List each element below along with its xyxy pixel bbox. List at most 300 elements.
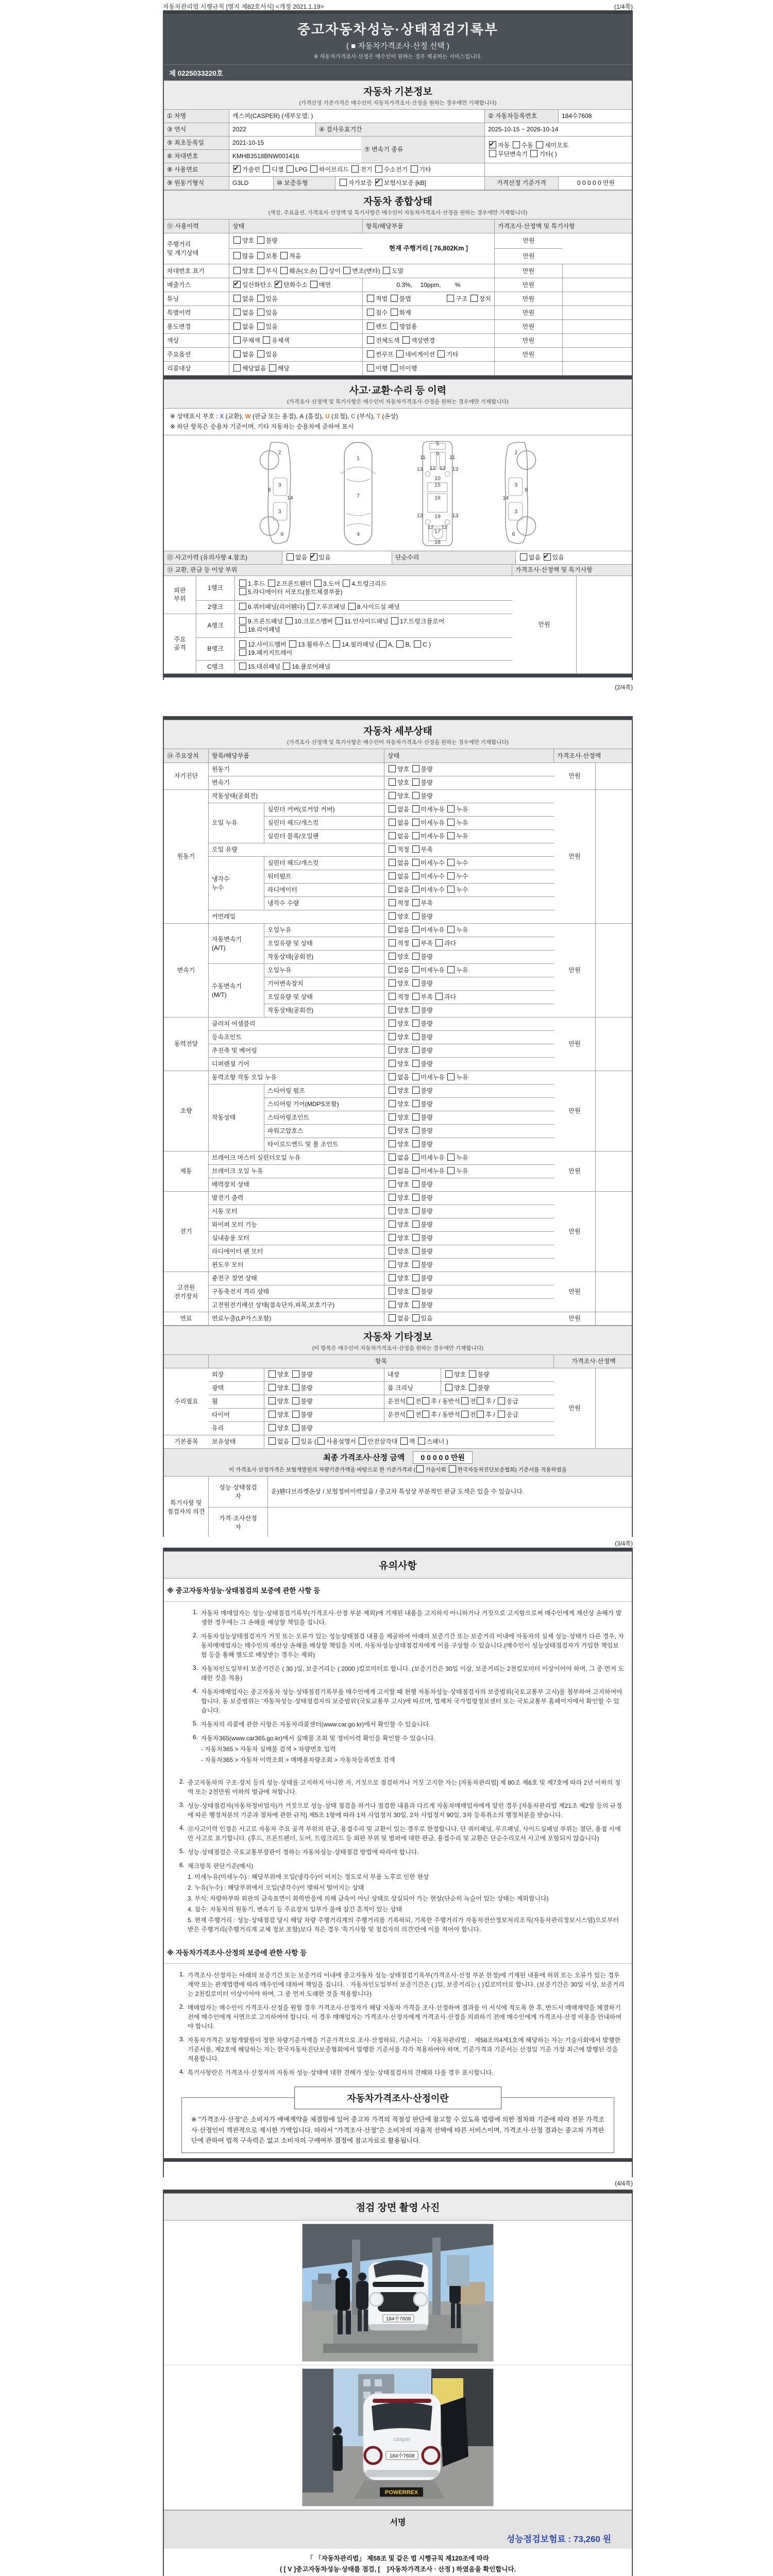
checkbox[interactable] <box>477 1411 484 1418</box>
checkbox[interactable] <box>411 165 418 173</box>
checkbox[interactable] <box>469 1384 476 1391</box>
diagram-part-number: 2 <box>514 449 518 456</box>
checkbox[interactable] <box>389 953 396 960</box>
checkbox[interactable] <box>422 1397 429 1404</box>
checkbox[interactable] <box>389 765 396 772</box>
definition-box-title: 자동차가격조사·산정이란 <box>294 2087 501 2109</box>
checkbox[interactable] <box>257 267 264 274</box>
checkbox[interactable] <box>389 1274 396 1281</box>
cell: 휠 <box>209 1395 264 1409</box>
checkbox[interactable] <box>412 1154 419 1161</box>
checkbox[interactable] <box>389 1247 396 1255</box>
notice-groupC-head: ※ 자동차가격조사·산정의 보증에 관한 사항 등 <box>164 1941 632 1964</box>
checkbox[interactable] <box>407 1397 414 1404</box>
checkbox[interactable] <box>412 765 419 772</box>
checkbox[interactable] <box>412 1140 419 1147</box>
checkbox[interactable] <box>389 1314 396 1321</box>
checkbox[interactable] <box>412 886 419 893</box>
checkbox-checked[interactable] <box>275 281 282 288</box>
checkbox[interactable] <box>268 1437 276 1445</box>
checkbox[interactable] <box>412 1100 419 1107</box>
checkbox[interactable] <box>469 1370 476 1378</box>
checkbox[interactable] <box>269 364 276 371</box>
checkbox[interactable] <box>396 640 404 648</box>
cell: 양호 불량 <box>384 1138 554 1151</box>
checkbox[interactable] <box>268 1384 276 1391</box>
car-top-diagram <box>330 439 386 548</box>
checkbox[interactable] <box>412 953 419 960</box>
notice-item: 6. 체크항목 판단기준(예시) 1. 미세누유(미세누수) : 해당부위에 오일(냉각수)이 비치는 정도로서 부품 노후로 인한 현상 2. 누유(누수) : 해당부위에서 오일(냉각수)이 맺혀서 떨어지는 상태 3. 부식: 차량하부와 외판의 금속표면이 화학반응에 의해 금속이 아닌 상태로 상실되어 가는 현상(단순히 녹슬어 있는 상태는 제외합니다) 4. 침수: 자동차의 원동기, 변속기 등 주요장치 일부가 물에 잠긴 흔적이 있는 상태 5. 현재 주행거리 : 성능·상태점검 당시 해당 차량 주행거리계의 주행거리를 기록하되, 기록한 주행거리가 자동차전산정보처리조직(자동차관리정보시스템)으로부터 받은 주행거리(주행거리계 교체 정보 포함)보다 적은 경우 '특기사항 및 점검자의 의견'란에 이를 적어야 합니다. <box>179 1861 619 1933</box>
cell: ⑧ 사용연료 <box>164 163 229 177</box>
checkbox[interactable] <box>348 603 356 610</box>
cell: 양호 불량 <box>384 1004 554 1018</box>
checkbox[interactable] <box>389 1060 396 1067</box>
cell: 캐스퍼(CASPER) (세부모델: ) <box>229 110 485 123</box>
checkbox[interactable] <box>233 309 241 316</box>
cell: 클러치 어셈블리 <box>209 1018 384 1031</box>
checkbox-checked[interactable] <box>233 281 241 288</box>
checkbox[interactable] <box>340 179 347 186</box>
cell: 만원 <box>554 790 596 924</box>
checkbox[interactable] <box>391 295 398 302</box>
checkbox[interactable] <box>389 1207 396 1214</box>
checkbox[interactable] <box>239 588 246 595</box>
checkbox[interactable] <box>389 1046 396 1054</box>
checkbox[interactable] <box>287 165 294 173</box>
checkbox[interactable] <box>320 267 327 274</box>
checkbox[interactable] <box>477 1397 484 1404</box>
checkbox[interactable] <box>389 1221 396 1228</box>
checkbox[interactable] <box>287 553 294 561</box>
checkbox[interactable] <box>263 336 270 344</box>
cell: 양호 불량 <box>384 977 554 991</box>
checkbox[interactable] <box>263 165 270 173</box>
checkbox[interactable] <box>447 966 455 973</box>
checkbox[interactable] <box>447 1167 455 1174</box>
checkbox[interactable] <box>412 926 419 933</box>
checkbox[interactable] <box>438 350 445 358</box>
checkbox[interactable] <box>447 805 455 812</box>
checkbox[interactable] <box>391 309 398 316</box>
checkbox[interactable] <box>367 323 374 330</box>
checkbox[interactable] <box>280 267 288 274</box>
checkbox[interactable] <box>285 617 293 624</box>
checkbox[interactable] <box>412 1207 419 1214</box>
cell: 없음 미세누수 누수 <box>384 884 554 897</box>
cell <box>596 763 633 790</box>
cell <box>563 278 633 292</box>
cell: B랭크 <box>196 638 235 660</box>
checkbox[interactable] <box>233 295 241 302</box>
checkbox[interactable] <box>412 1221 419 1228</box>
checkbox[interactable] <box>389 993 396 1000</box>
checkbox[interactable] <box>412 1087 419 1094</box>
checkbox[interactable] <box>389 1194 396 1201</box>
checkbox[interactable] <box>435 939 443 946</box>
checkbox[interactable] <box>447 859 455 866</box>
checkbox[interactable] <box>367 336 374 344</box>
checkbox[interactable] <box>412 1314 419 1321</box>
checkbox[interactable] <box>412 1261 419 1268</box>
checkbox[interactable] <box>407 1411 414 1418</box>
checkbox[interactable] <box>412 1274 419 1281</box>
checkbox[interactable] <box>233 336 241 344</box>
checkbox[interactable] <box>343 267 350 274</box>
checkbox[interactable] <box>343 580 350 587</box>
checkbox[interactable] <box>292 1424 299 1431</box>
checkbox[interactable] <box>389 1180 396 1188</box>
checkbox[interactable] <box>412 966 419 973</box>
checkbox[interactable] <box>445 1370 452 1378</box>
checkbox[interactable] <box>335 617 343 624</box>
checkbox[interactable] <box>289 640 296 648</box>
checkbox[interactable] <box>435 993 443 1000</box>
cell: ⑬ 교환, 판금 등 이상 부위 <box>164 565 512 576</box>
checkbox[interactable] <box>389 979 396 987</box>
cell <box>563 320 633 334</box>
diagram-part-number: 6 <box>512 531 515 537</box>
checkbox[interactable] <box>412 1033 419 1040</box>
checkbox[interactable] <box>412 993 419 1000</box>
checkbox[interactable] <box>412 1020 419 1027</box>
cell: ✔자동 수동 세미오토 무단변속기 기타( ) <box>485 137 633 163</box>
cell: C랭크 <box>196 660 235 674</box>
diagram-part-number: 18 <box>434 539 441 546</box>
checkbox[interactable] <box>412 979 419 987</box>
checkbox[interactable] <box>389 832 396 839</box>
checkbox[interactable] <box>412 1127 419 1134</box>
checkbox[interactable] <box>389 966 396 973</box>
basic-info-note: (가격산정 기준가격은 매수인이 자동차가격조사·산정을 원하는 경우에만 기재합니다) <box>299 100 497 106</box>
checkbox[interactable] <box>233 364 241 371</box>
cell: ⑤ 최초등록일 <box>164 137 229 150</box>
checkbox-checked[interactable] <box>375 179 382 186</box>
cell: 동력전달 <box>164 1018 209 1071</box>
checkbox[interactable] <box>257 309 264 316</box>
checkbox[interactable] <box>292 1384 299 1391</box>
checkbox[interactable] <box>389 1301 396 1308</box>
cell <box>563 348 633 362</box>
cell-group <box>196 576 512 614</box>
checkbox[interactable] <box>412 859 419 866</box>
checkbox[interactable] <box>351 165 359 173</box>
cell: 운전석 전 후 / 동반석 전 후 / 응급 <box>384 1395 554 1409</box>
checkbox[interactable] <box>389 926 396 933</box>
page-top-bar <box>164 1548 632 1551</box>
checkbox[interactable] <box>292 1411 299 1418</box>
checkbox[interactable] <box>389 1127 396 1134</box>
checkbox[interactable] <box>292 1437 299 1445</box>
panel-rank-table <box>164 576 632 674</box>
checkbox[interactable] <box>375 165 382 173</box>
checkbox[interactable] <box>412 1234 419 1241</box>
svg-text:184수7608: 184수7608 <box>389 2453 415 2459</box>
checkbox[interactable] <box>412 1060 419 1067</box>
svg-text:184수7608: 184수7608 <box>385 2316 411 2322</box>
checkbox[interactable] <box>412 778 419 786</box>
checkbox[interactable] <box>233 350 241 358</box>
cell: 특별이력 <box>164 306 229 320</box>
cell <box>596 1071 633 1151</box>
checkbox[interactable] <box>416 1465 424 1472</box>
cell: 없음 있음 <box>229 306 363 320</box>
checkbox[interactable] <box>402 336 410 344</box>
checkbox[interactable] <box>447 1073 455 1080</box>
cell: 냉각수 누수 <box>209 857 264 910</box>
cell: 워터펌프 <box>264 870 384 884</box>
cell: 양호 불량 <box>264 1395 384 1409</box>
checkbox[interactable] <box>389 1140 396 1147</box>
cell: 전체도색 색상변경 <box>363 334 495 348</box>
checkbox[interactable] <box>389 778 396 786</box>
checkbox[interactable] <box>389 859 396 866</box>
checkbox-checked[interactable] <box>310 553 317 561</box>
checkbox[interactable] <box>389 1087 396 1094</box>
checkbox[interactable] <box>447 1154 455 1161</box>
cell: 양호 불량 <box>384 1018 554 1031</box>
checkbox[interactable] <box>379 640 386 648</box>
checkbox[interactable] <box>389 845 396 853</box>
checkbox[interactable] <box>498 1397 505 1404</box>
cell: 오일유량 및 상태 <box>264 991 384 1004</box>
cell-group <box>209 1192 554 1272</box>
checkbox[interactable] <box>389 872 396 879</box>
page-top-bar <box>164 716 632 720</box>
checkbox[interactable] <box>233 236 241 244</box>
checkbox[interactable] <box>498 1411 505 1418</box>
cell <box>563 334 633 348</box>
checkbox[interactable] <box>389 1100 396 1107</box>
checkbox[interactable] <box>257 236 264 244</box>
checkbox[interactable] <box>314 580 322 587</box>
checkbox[interactable] <box>412 1113 419 1121</box>
cell: ⑦ 변속기 종류 <box>361 137 485 163</box>
checkbox[interactable] <box>310 165 317 173</box>
checkbox[interactable] <box>396 350 404 358</box>
cell: 적법 불법 구조 장치 <box>363 292 495 306</box>
checkbox[interactable] <box>412 1247 419 1255</box>
checkbox[interactable] <box>239 625 246 633</box>
checkbox[interactable] <box>257 350 264 358</box>
diagram-part-number: 11 <box>449 454 456 461</box>
checkbox[interactable] <box>536 141 543 148</box>
checkbox[interactable] <box>412 1073 419 1080</box>
checkbox[interactable] <box>239 640 246 648</box>
checkbox[interactable] <box>239 603 246 610</box>
checkbox[interactable] <box>389 886 396 893</box>
checkbox[interactable] <box>447 832 455 839</box>
cell: 없음 미세누유 누유 <box>384 924 554 937</box>
cell: ⑥ 차대번호 <box>164 150 229 163</box>
cell: 현재 주행거리 [ 76,802Km ] <box>363 233 495 264</box>
checkbox[interactable] <box>389 939 396 946</box>
diagram-part-number: 19 <box>434 513 441 520</box>
cell <box>563 362 633 376</box>
checkbox[interactable] <box>389 1167 396 1174</box>
cell: 라디에이터 팬 모터 <box>209 1245 384 1259</box>
checkbox[interactable] <box>530 150 537 157</box>
checkbox[interactable] <box>412 899 419 906</box>
checkbox[interactable] <box>470 295 478 302</box>
cell: 용도변경 <box>164 320 229 334</box>
checkbox[interactable] <box>333 640 340 648</box>
cell: 수리필요 <box>164 1368 209 1435</box>
checkbox[interactable] <box>520 553 527 561</box>
cell: 12.사이드멤버 13.휠하우스 14.필러패널 ( A, B, C ) 19.패키지트레이 <box>235 638 512 660</box>
checkbox[interactable] <box>389 1261 396 1268</box>
checkbox[interactable] <box>447 295 454 302</box>
checkbox[interactable] <box>400 1437 408 1445</box>
cell: 작동상태 <box>209 1084 264 1151</box>
checkbox[interactable] <box>257 323 264 330</box>
checkbox[interactable] <box>391 617 398 624</box>
checkbox[interactable] <box>461 1397 468 1404</box>
checkbox[interactable] <box>412 805 419 812</box>
checkbox[interactable] <box>389 1073 396 1080</box>
checkbox[interactable] <box>389 1033 396 1040</box>
checkbox[interactable] <box>310 281 317 288</box>
checkbox[interactable] <box>412 1301 419 1308</box>
checkbox[interactable] <box>317 1437 325 1445</box>
checkbox[interactable] <box>412 792 419 799</box>
cell: 양호 불량 <box>384 1192 554 1205</box>
checkbox[interactable] <box>292 1370 299 1378</box>
checkbox[interactable] <box>447 926 455 933</box>
diagram-part-number: 14 <box>502 495 509 501</box>
checkbox[interactable] <box>268 1424 276 1431</box>
notice-title: 유의사항 <box>379 1561 417 1571</box>
checkbox[interactable] <box>447 819 455 826</box>
checkbox[interactable] <box>389 1113 396 1121</box>
checkbox[interactable] <box>412 845 419 853</box>
cell: 없음 미세누유 누유 <box>384 1071 554 1084</box>
cell <box>596 1192 633 1272</box>
cell: 양호 불량 <box>384 1125 554 1138</box>
checkbox[interactable] <box>391 364 398 371</box>
cell: 원동기 <box>209 763 384 776</box>
cell: 없음 있음 <box>229 348 363 362</box>
cell-group <box>164 576 512 674</box>
checkbox[interactable] <box>391 323 398 330</box>
checkbox[interactable] <box>412 1046 419 1054</box>
cell: 룸 크리닝 <box>384 1382 441 1395</box>
cell: 기본품목 <box>164 1435 209 1449</box>
checkbox[interactable] <box>412 872 419 879</box>
checkbox[interactable] <box>383 267 390 274</box>
cell: 양호 부식 훼손(오손) 상이 변조(변타) 도말 <box>229 264 495 278</box>
cell: ✔ 일산화탄소 ✔탄화수소 매연 <box>229 278 363 292</box>
checkbox-checked[interactable] <box>489 141 496 148</box>
checkbox[interactable] <box>367 295 374 302</box>
checkbox[interactable] <box>280 252 288 259</box>
checkbox[interactable] <box>367 350 374 358</box>
checkbox[interactable] <box>447 886 455 893</box>
cell: 가격조사·산정액 <box>554 749 633 763</box>
checkbox[interactable] <box>389 899 396 906</box>
checkbox[interactable] <box>257 295 264 302</box>
checkbox[interactable] <box>359 1437 366 1445</box>
cell: 184수7608 <box>559 110 633 123</box>
cell: 없음 있음 ( 사용설명서 안전삼각대 잭 스패너 ) <box>264 1435 554 1449</box>
cell: A랭크 <box>196 614 235 638</box>
checkbox[interactable] <box>422 1411 429 1418</box>
checkbox[interactable] <box>449 1465 456 1472</box>
checkbox[interactable] <box>268 580 275 587</box>
checkbox[interactable] <box>367 309 374 316</box>
cell: ⑭ 주요장치 <box>164 749 209 763</box>
diagram-part-number: 5 <box>436 440 439 447</box>
checkbox[interactable] <box>239 663 246 670</box>
checkbox[interactable] <box>389 805 396 812</box>
checkbox[interactable] <box>412 832 419 839</box>
checkbox[interactable] <box>412 819 419 826</box>
checkbox[interactable] <box>239 649 246 656</box>
checkbox[interactable] <box>389 1020 396 1027</box>
checkbox[interactable] <box>489 150 496 157</box>
inspector-opinion-table <box>164 1477 632 1537</box>
checkbox[interactable] <box>239 580 246 587</box>
checkbox[interactable] <box>389 1234 396 1241</box>
checkbox[interactable] <box>412 912 419 920</box>
checkbox[interactable] <box>389 1287 396 1295</box>
checkbox[interactable] <box>389 1006 396 1013</box>
checkbox[interactable] <box>412 1194 419 1201</box>
checkbox[interactable] <box>414 640 421 648</box>
checkbox[interactable] <box>268 1370 276 1378</box>
cell: 만원 <box>554 1071 596 1151</box>
checkbox[interactable] <box>412 1180 419 1188</box>
checkbox-checked[interactable] <box>233 165 241 173</box>
cell: 가격조사·산정액 및 특기사항 <box>495 219 633 233</box>
checkbox[interactable] <box>239 617 246 624</box>
cell: 자가보증 ✔보험사보증 [kB] <box>335 177 485 190</box>
checkbox[interactable] <box>445 1384 452 1391</box>
cell: 고전원 전기장치 <box>164 1272 209 1312</box>
checkbox[interactable] <box>389 1154 396 1161</box>
cell-group <box>229 233 363 264</box>
checkbox[interactable] <box>389 912 396 920</box>
checkbox[interactable] <box>308 603 315 610</box>
checkbox[interactable] <box>513 141 520 148</box>
checkbox[interactable] <box>268 1411 276 1418</box>
checkbox[interactable] <box>412 939 419 946</box>
checkbox[interactable] <box>412 1287 419 1295</box>
cell: 없음 미세누유 누유 <box>384 1165 554 1178</box>
diagram-part-number: 10 <box>434 475 441 482</box>
checkbox[interactable] <box>412 1006 419 1013</box>
checkbox[interactable] <box>389 819 396 826</box>
cell: 오일 유량 <box>209 843 384 857</box>
checkbox[interactable] <box>292 1397 299 1404</box>
notice-item: 2. 자동차성능상태점검자가 거짓 또는 오류가 있는 성능상태점검 내용을 제공하여 아래의 보증기간 또는 보증거리 이내에 자동차의 실제 성능·상태가 다른 경우, 자동차매매업자는 매수인의 재산상 손해를 배상할 책임을 지며, 자동차성능상태점검자에게 이를 구상할 수 있습니다.(매수인이 성능상태점검자가 가입한 책임보험 등을 통해 별도로 배상받는 경우는 제외) <box>192 1632 624 1658</box>
cell: 2021-10-15 <box>229 137 361 150</box>
checkbox[interactable] <box>418 1437 425 1445</box>
checkbox[interactable] <box>257 252 264 259</box>
checkbox[interactable] <box>367 364 374 371</box>
diagram-part-number: 9 <box>436 450 439 457</box>
checkbox[interactable] <box>233 267 241 274</box>
checkbox[interactable] <box>447 872 455 879</box>
checkbox[interactable] <box>233 323 241 330</box>
checkbox[interactable] <box>461 1411 468 1418</box>
checkbox[interactable] <box>283 663 290 670</box>
checkbox[interactable] <box>268 1397 276 1404</box>
checkbox-checked[interactable] <box>544 553 551 561</box>
checkbox[interactable] <box>233 252 241 259</box>
checkbox[interactable] <box>412 1167 419 1174</box>
notice-item: 3. 자동차가격은 보험개발원이 정한 차량기준가액을 기준가격으로 조사·산정하되, 기준서는 「자동차관리법」 제58조의4제1호에 해당하는 자는 기술사회에서 발행한 기준서를, 제2호에 해당하는 자는 한국자동차진단보증협회에서 발행한 기준서를 각각 적용하여야 하며, 기준가격과 기준서는 산정일 기준 가장 최근에 발행된 것을 적용합니다. <box>179 2036 620 2062</box>
checkbox[interactable] <box>389 792 396 799</box>
